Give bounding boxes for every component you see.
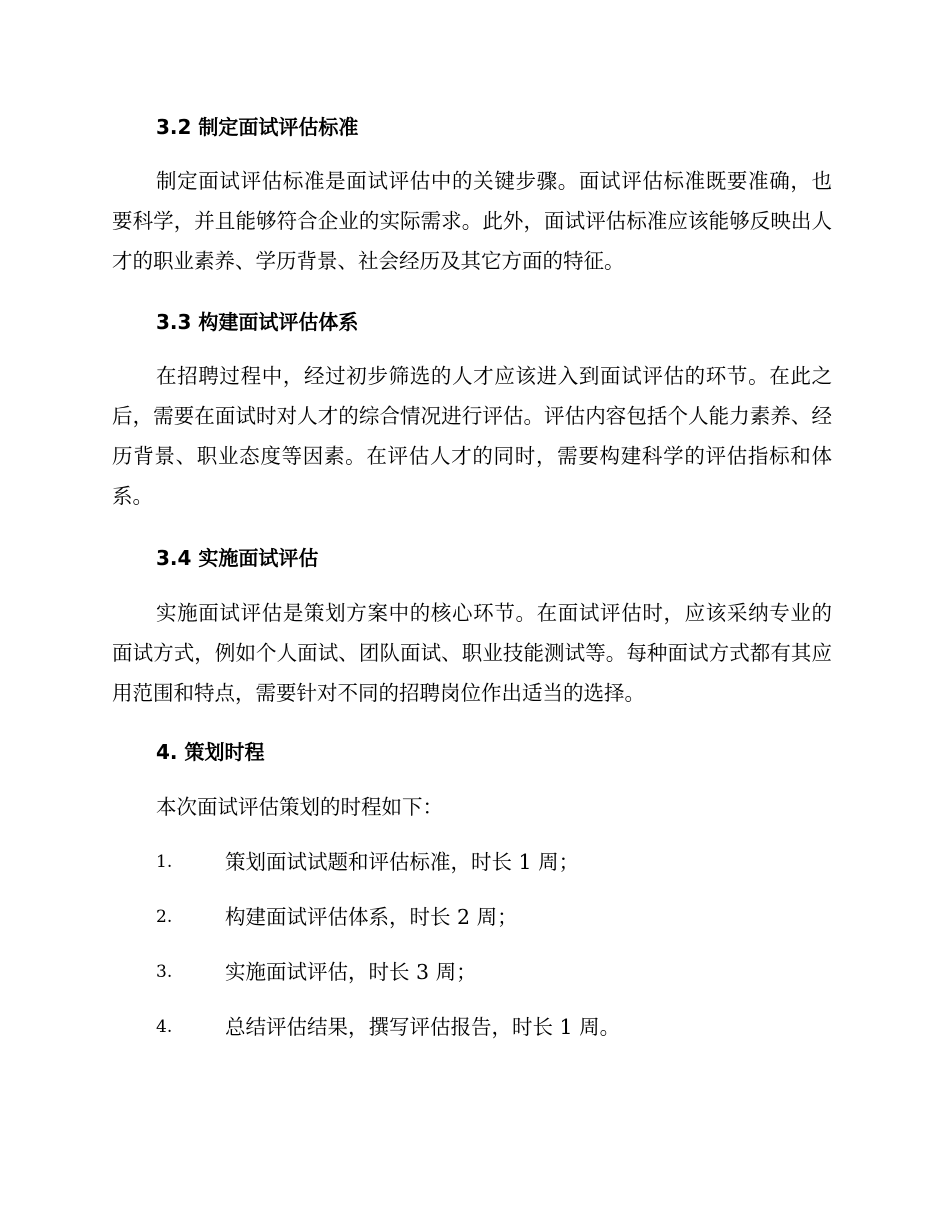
list-item-number: 2. xyxy=(156,907,173,927)
section-heading: 3.3 构建面试评估体系 xyxy=(156,310,359,334)
list-item-number: 1. xyxy=(156,852,173,872)
list-item-text: 实施面试评估，时长 3 周； xyxy=(225,960,477,984)
schedule-intro: 本次面试评估策划的时程如下： xyxy=(156,795,443,819)
schedule-heading: 4. 策划时程 xyxy=(156,740,265,764)
section-heading: 3.2 制定面试评估标准 xyxy=(156,115,359,139)
list-item-text: 总结评估结果，撰写评估报告，时长 1 周。 xyxy=(225,1015,621,1039)
section-heading: 3.4 实施面试评估 xyxy=(156,546,319,570)
list-item-text: 策划面试试题和评估标准，时长 1 周； xyxy=(225,850,580,874)
list-item-number: 3. xyxy=(156,962,173,982)
list-item-number: 4. xyxy=(156,1017,173,1037)
section-paragraph: 在招聘过程中，经过初步筛选的人才应该进入到面试评估的环节。在此之后，需要在面试时对人才的综合情况进行评估。评估内容包括个人能力素养、经历背景、职业态度等因素。在评估人才的同时，需要构建科学的评估指标和体系。 xyxy=(112,364,832,508)
section-paragraph: 制定面试评估标准是面试评估中的关键步骤。面试评估标准既要准确，也要科学，并且能够符合企业的实际需求。此外，面试评估标准应该能够反映出人才的职业素养、学历背景、社会经历及其它方面的特征。 xyxy=(112,169,832,273)
section-paragraph: 实施面试评估是策划方案中的核心环节。在面试评估时，应该采纳专业的面试方式，例如个人面试、团队面试、职业技能测试等。每种面试方式都有其应用范围和特点，需要针对不同的招聘岗位作出适当的选择。 xyxy=(112,601,832,705)
list-item-text: 构建面试评估体系，时长 2 周； xyxy=(225,905,518,929)
